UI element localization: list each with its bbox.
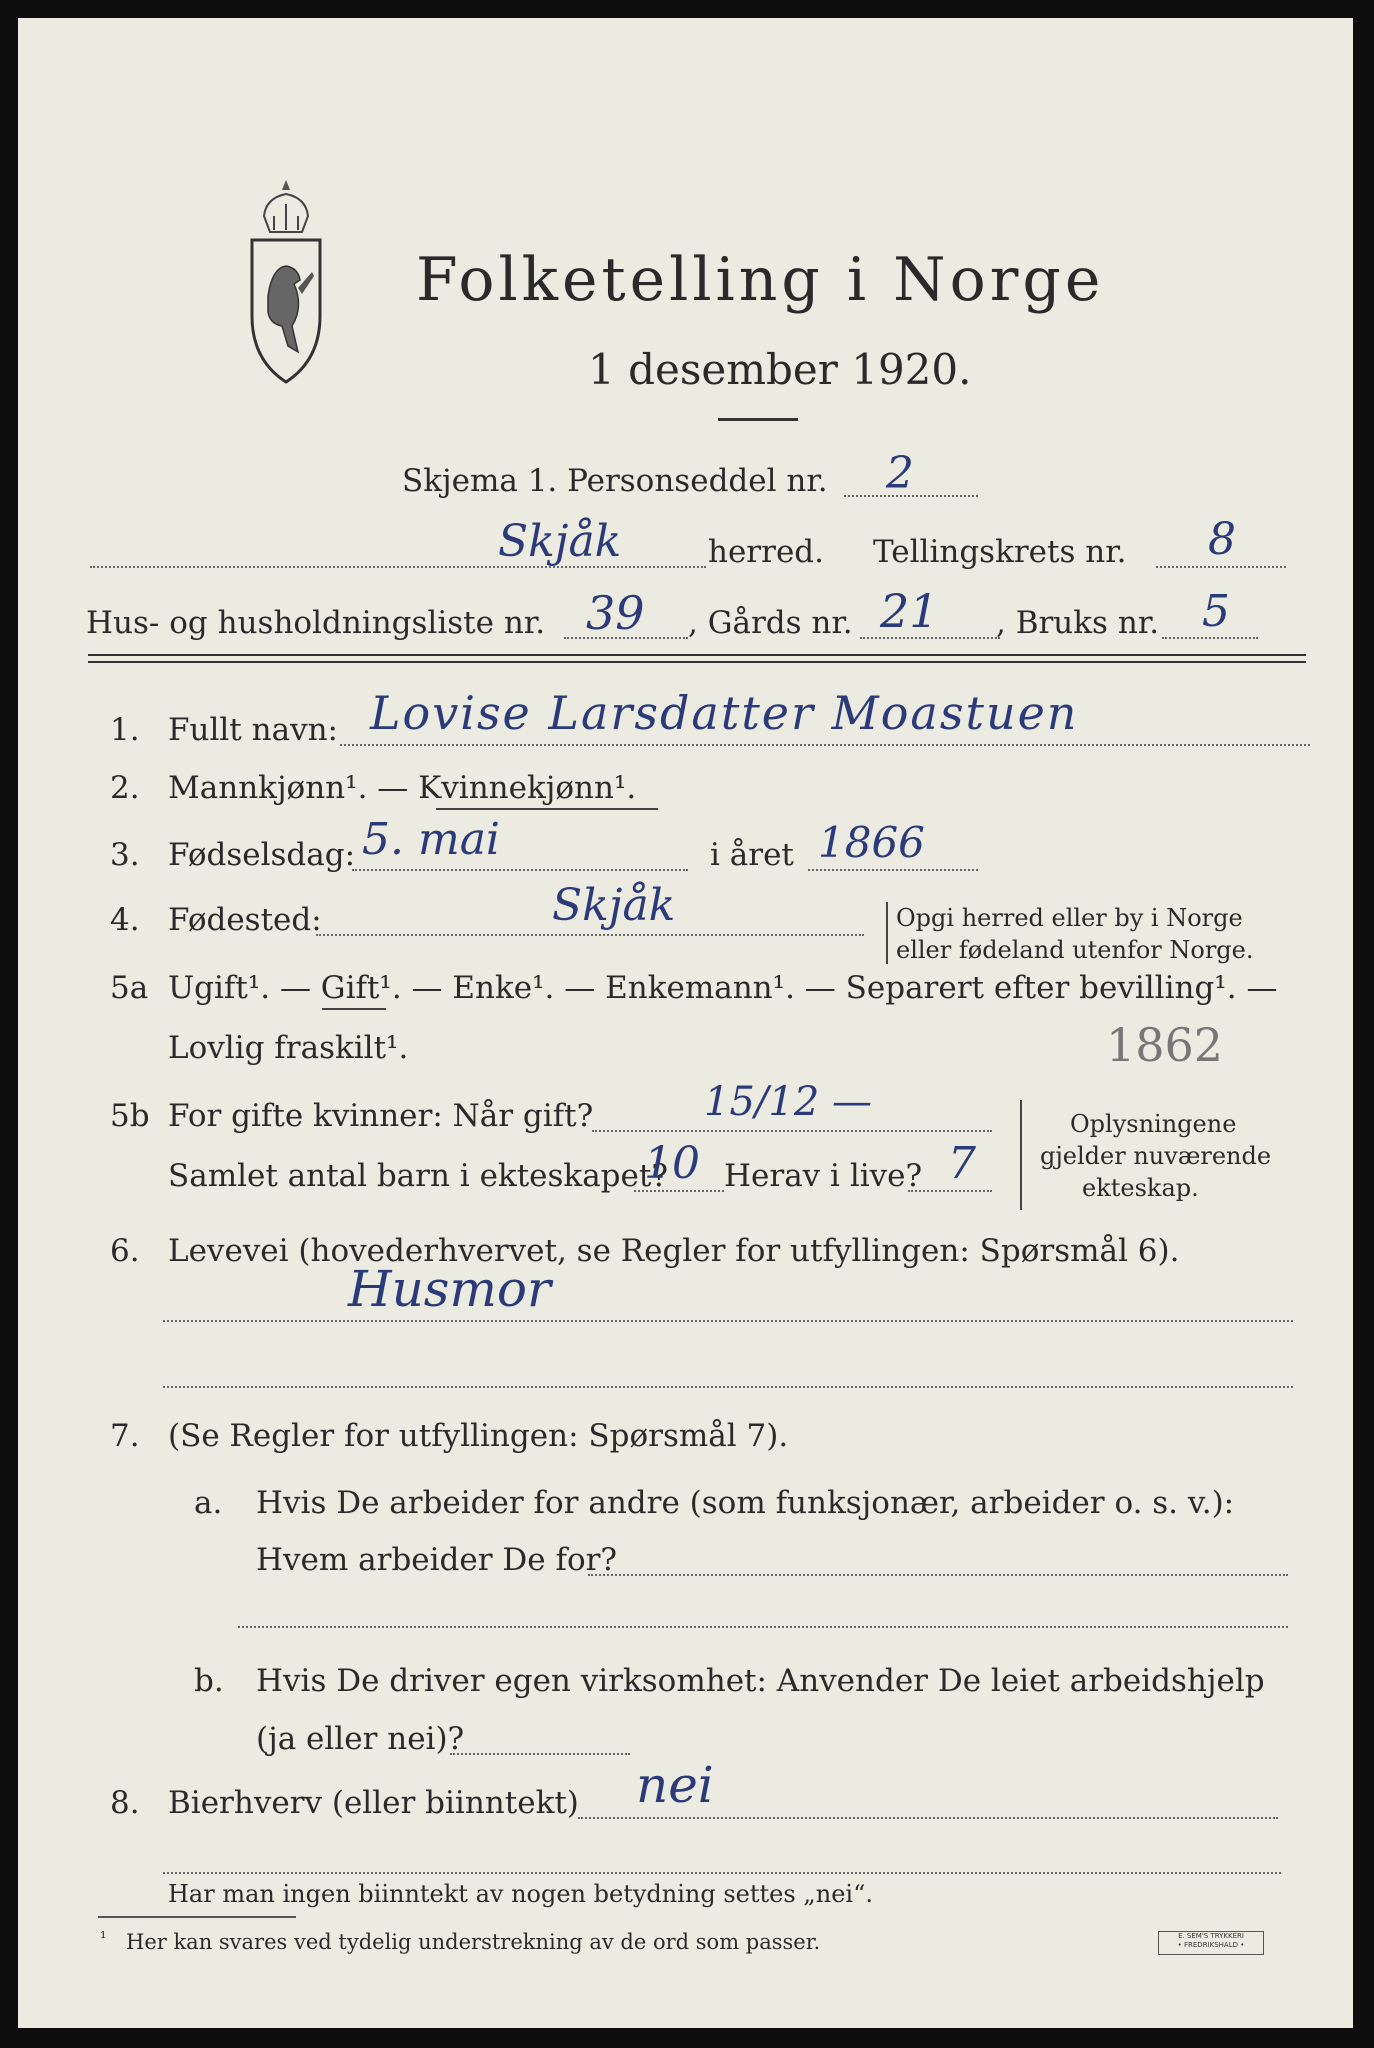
occupation-field[interactable] bbox=[163, 1320, 1293, 1322]
bruks-field[interactable] bbox=[1162, 637, 1258, 639]
q6-number: 6. bbox=[110, 1233, 140, 1269]
q5b-number: 5b bbox=[110, 1098, 150, 1134]
bruks-label: , Bruks nr. bbox=[996, 605, 1160, 641]
side-income-label: Bierhverv (eller biinntekt) bbox=[168, 1785, 579, 1821]
footnote-marker: ¹ bbox=[100, 1928, 107, 1947]
q2-number: 2. bbox=[110, 770, 140, 806]
census-date: 1 desember 1920. bbox=[588, 345, 972, 394]
coat-of-arms-icon bbox=[246, 176, 326, 388]
footnote-text: Her kan svares ved tydelig understrekning av de ord som passer. bbox=[126, 1930, 821, 1954]
q7b-letter: b. bbox=[194, 1663, 224, 1699]
q7b-label-1: Hvis De driver egen virksomhet: Anvender De leiet arbeidshjelp bbox=[256, 1663, 1265, 1699]
q3-number: 3. bbox=[110, 837, 140, 873]
birthplace-note-1: Opgi herred eller by i Norge bbox=[896, 904, 1243, 932]
q3-label: Fødselsdag: bbox=[168, 837, 356, 873]
q4-label: Fødested: bbox=[168, 902, 322, 938]
birthplace-value: Skjåk bbox=[552, 880, 676, 931]
husholdningsliste-label: Hus- og husholdningsliste nr. bbox=[86, 605, 546, 641]
employer-field[interactable] bbox=[588, 1574, 1288, 1576]
printer-stamp-line-1: E. SEM'S TRYKKERI bbox=[1178, 1932, 1244, 1940]
employer-field-2[interactable] bbox=[238, 1626, 1288, 1628]
occupation-field-2[interactable] bbox=[163, 1386, 1293, 1388]
header-rule-top bbox=[88, 654, 1306, 656]
gards-label: , Gårds nr. bbox=[688, 605, 853, 641]
herred-label: herred. bbox=[708, 534, 824, 570]
q8-number: 8. bbox=[110, 1785, 140, 1821]
q7-number: 7. bbox=[110, 1418, 140, 1454]
q1-number: 1. bbox=[110, 712, 140, 748]
children-total-label: Samlet antal barn i ekteskapet? bbox=[168, 1158, 668, 1194]
marriage-note-1: Oplysningene bbox=[1070, 1110, 1237, 1138]
children-total-field[interactable] bbox=[634, 1190, 724, 1192]
q7a-label-2: Hvem arbeider De for? bbox=[256, 1542, 618, 1578]
children-alive-field[interactable] bbox=[908, 1190, 992, 1192]
marital-options: Ugift¹. — Gift¹. — Enke¹. — Enkemann¹. — Separert efter bevilling¹. — bbox=[168, 970, 1278, 1006]
side-income-value: nei bbox=[636, 1756, 714, 1814]
birthplace-note-2: eller fødeland utenfor Norge. bbox=[896, 936, 1254, 964]
gift-underline bbox=[322, 1008, 386, 1010]
biinntekt-note: Har man ingen biinntekt av nogen betydning settes „nei“. bbox=[168, 1880, 873, 1908]
birth-day-field[interactable] bbox=[352, 869, 688, 871]
occupation-value: Husmor bbox=[348, 1260, 551, 1318]
footnote-divider bbox=[98, 1916, 296, 1918]
margin-note: 1862 bbox=[1106, 1018, 1224, 1072]
form-title: Folketelling i Norge bbox=[416, 245, 1105, 315]
gards-value: 21 bbox=[880, 584, 939, 638]
title-divider bbox=[718, 418, 798, 421]
children-total-value: 10 bbox=[644, 1138, 700, 1189]
marital-options-2: Lovlig fraskilt¹. bbox=[168, 1030, 409, 1066]
side-income-field[interactable] bbox=[578, 1817, 1278, 1819]
header-rule-bottom bbox=[88, 661, 1306, 663]
herred-value: Skjåk bbox=[498, 516, 622, 567]
q7-label: (Se Regler for utfyllingen: Spørsmål 7). bbox=[168, 1418, 789, 1454]
marriage-note-2: gjelder nuværende bbox=[1040, 1142, 1272, 1170]
side-income-field-2[interactable] bbox=[163, 1872, 1281, 1874]
marriage-note-brace bbox=[1020, 1100, 1022, 1210]
q7a-label-1: Hvis De arbeider for andre (som funksjonær, arbeider o. s. v.): bbox=[256, 1485, 1235, 1521]
hired-help-field[interactable] bbox=[450, 1753, 630, 1755]
occupation-label: Levevei (hovederhvervet, se Regler for utfyllingen: Spørsmål 6). bbox=[168, 1233, 1180, 1269]
married-when-label: For gifte kvinner: Når gift? bbox=[168, 1098, 594, 1134]
q1-label: Fullt navn: bbox=[168, 712, 338, 748]
birth-year-field[interactable] bbox=[808, 869, 978, 871]
tellingskrets-label: Tellingskrets nr. bbox=[873, 534, 1127, 570]
birth-year-label: i året bbox=[710, 837, 794, 873]
marriage-note-3: ekteskap. bbox=[1082, 1174, 1199, 1202]
birthplace-note-brace bbox=[886, 902, 888, 964]
q7b-label-2: (ja eller nei)? bbox=[256, 1721, 465, 1757]
children-alive-label: Herav i live? bbox=[724, 1158, 923, 1194]
tellingskrets-value: 8 bbox=[1208, 514, 1236, 565]
schema-label: Skjema 1. Personseddel nr. bbox=[402, 463, 828, 499]
full-name-value: Lovise Larsdatter Moastuen bbox=[370, 686, 1079, 740]
kvinnekjonn-underline bbox=[436, 808, 658, 810]
printer-stamp-line-2: • FREDRIKSHALD • bbox=[1177, 1941, 1245, 1949]
birth-year-value: 1866 bbox=[818, 818, 925, 867]
birth-day-value: 5. mai bbox=[362, 814, 500, 865]
husholdningsliste-value: 39 bbox=[586, 586, 645, 640]
married-when-field[interactable] bbox=[592, 1130, 992, 1132]
birthplace-field[interactable] bbox=[316, 934, 864, 936]
children-alive-value: 7 bbox=[948, 1138, 976, 1189]
personseddel-value: 2 bbox=[886, 448, 914, 499]
bruks-value: 5 bbox=[1202, 586, 1230, 637]
full-name-field[interactable] bbox=[340, 744, 1310, 746]
q5a-number: 5a bbox=[110, 970, 149, 1006]
tellingskrets-field[interactable] bbox=[1156, 566, 1286, 568]
gender-options: Mannkjønn¹. — Kvinnekjønn¹. bbox=[168, 770, 637, 806]
printer-stamp bbox=[1158, 1931, 1264, 1955]
census-form bbox=[18, 18, 1353, 2028]
q4-number: 4. bbox=[110, 902, 140, 938]
q7a-letter: a. bbox=[194, 1485, 223, 1521]
married-when-value: 15/12 — bbox=[704, 1079, 872, 1125]
